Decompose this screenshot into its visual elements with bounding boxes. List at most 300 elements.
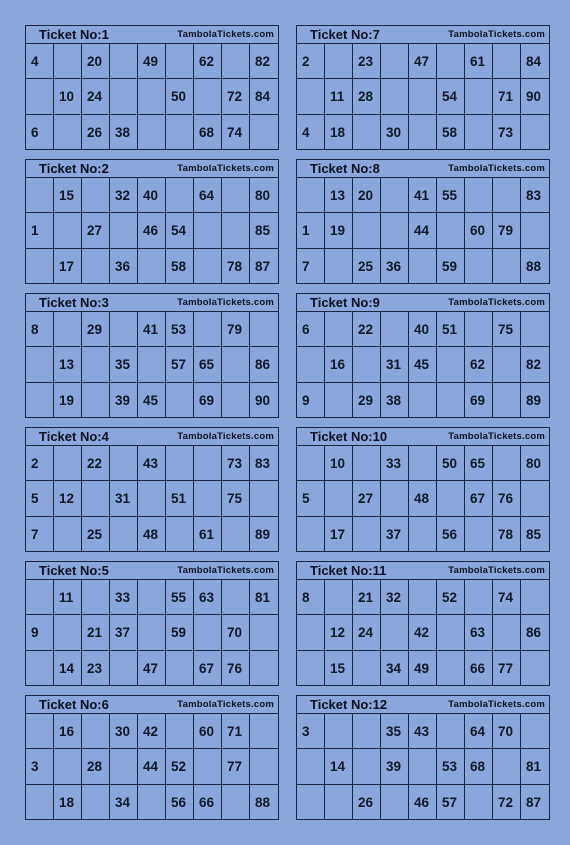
ticket-cell: 47	[138, 651, 166, 686]
ticket-cell: 53	[437, 749, 465, 784]
ticket-cell	[194, 213, 222, 248]
ticket-cell: 7	[26, 517, 54, 552]
ticket-header	[26, 160, 278, 178]
ticket-cell: 15	[325, 651, 353, 686]
ticket-cell: 76	[493, 481, 521, 516]
ticket-site-name: TambolaTickets.com	[177, 29, 274, 40]
ticket-cell: 66	[194, 785, 222, 820]
ticket-cell	[26, 249, 54, 284]
ticket-title: Ticket No:9	[310, 295, 380, 310]
ticket-cell	[297, 615, 325, 650]
ticket-grid	[297, 178, 549, 284]
ticket-cell: 45	[138, 383, 166, 418]
ticket-cell: 25	[353, 249, 381, 284]
ticket-cell: 71	[493, 79, 521, 114]
ticket-cell: 62	[465, 347, 493, 382]
ticket-header	[26, 562, 278, 580]
ticket-cell	[381, 79, 409, 114]
ticket-cell: 12	[54, 481, 82, 516]
ticket-grid	[297, 580, 549, 686]
ticket-cell: 34	[110, 785, 138, 820]
ticket-cell: 38	[110, 115, 138, 150]
ticket-header	[26, 696, 278, 714]
ticket-cell	[54, 312, 82, 347]
ticket-site-name: TambolaTickets.com	[448, 29, 545, 40]
ticket-cell	[521, 481, 549, 516]
ticket-title: Ticket No:5	[39, 563, 109, 578]
ticket-cell	[325, 312, 353, 347]
ticket-cell: 85	[250, 213, 278, 248]
ticket-site-name: TambolaTickets.com	[177, 297, 274, 308]
ticket-cell	[437, 615, 465, 650]
ticket-cell	[54, 115, 82, 150]
ticket-cell	[353, 714, 381, 749]
ticket-cell: 56	[437, 517, 465, 552]
ticket-cell: 48	[138, 517, 166, 552]
ticket-cell	[54, 44, 82, 79]
ticket-cell	[521, 580, 549, 615]
ticket-9	[296, 293, 550, 418]
ticket-8	[296, 159, 550, 284]
ticket-cell	[493, 749, 521, 784]
ticket-cell: 43	[138, 446, 166, 481]
ticket-cell: 83	[250, 446, 278, 481]
ticket-cell: 49	[138, 44, 166, 79]
ticket-cell	[493, 249, 521, 284]
ticket-cell	[381, 178, 409, 213]
ticket-cell	[82, 481, 110, 516]
ticket-cell	[166, 178, 194, 213]
ticket-cell: 17	[325, 517, 353, 552]
ticket-cell: 89	[255, 526, 271, 542]
ticket-cell: 3	[297, 714, 325, 749]
ticket-cell: 30	[110, 714, 138, 749]
ticket-cell	[409, 446, 437, 481]
ticket-cell	[222, 383, 250, 418]
ticket-cell: 51	[166, 481, 194, 516]
ticket-cell	[250, 651, 278, 686]
ticket-cell: 74	[493, 580, 521, 615]
ticket-cell: 46	[409, 785, 437, 820]
ticket-grid	[297, 44, 549, 150]
ticket-title: Ticket No:6	[39, 697, 109, 712]
ticket-cell: 27	[353, 481, 381, 516]
ticket-cell: 59	[166, 615, 194, 650]
ticket-cell	[222, 213, 250, 248]
ticket-cell: 90	[521, 79, 549, 114]
ticket-cell: 41	[409, 178, 437, 213]
ticket-cell: 35	[110, 347, 138, 382]
ticket-cell	[54, 446, 82, 481]
ticket-cell	[381, 615, 409, 650]
ticket-cell	[381, 481, 409, 516]
ticket-cell: 68	[194, 115, 222, 150]
ticket-cell	[409, 517, 437, 552]
ticket-cell	[353, 213, 381, 248]
ticket-cell: 62	[194, 44, 222, 79]
ticket-cell	[325, 249, 353, 284]
ticket-cell: 64	[465, 714, 493, 749]
ticket-cell	[166, 714, 194, 749]
ticket-cell: 82	[521, 347, 549, 382]
ticket-cell: 4	[26, 44, 54, 79]
ticket-cell: 21	[353, 580, 381, 615]
ticket-cell: 27	[82, 213, 110, 248]
ticket-cell	[493, 383, 521, 418]
ticket-cell: 33	[110, 580, 138, 615]
ticket-cell	[194, 312, 222, 347]
ticket-cell: 50	[437, 446, 465, 481]
ticket-cell: 5	[297, 481, 325, 516]
ticket-cell: 28	[82, 749, 110, 784]
ticket-title: Ticket No:3	[39, 295, 109, 310]
ticket-cell	[110, 651, 138, 686]
ticket-cell: 58	[437, 115, 465, 150]
ticket-cell: 37	[110, 615, 138, 650]
ticket-cell: 47	[409, 44, 437, 79]
ticket-cell	[325, 580, 353, 615]
ticket-cell	[409, 79, 437, 114]
ticket-cell: 82	[250, 44, 278, 79]
ticket-cell: 19	[54, 383, 82, 418]
ticket-grid	[26, 714, 278, 820]
ticket-cell: 38	[381, 383, 409, 418]
ticket-cell: 54	[437, 79, 465, 114]
ticket-header	[297, 160, 549, 178]
ticket-7	[296, 25, 550, 150]
ticket-cell: 65	[194, 347, 222, 382]
ticket-cell	[353, 347, 381, 382]
ticket-grid	[26, 312, 278, 418]
ticket-grid	[26, 44, 278, 150]
ticket-cell	[26, 651, 54, 686]
ticket-cell	[82, 580, 110, 615]
ticket-grid	[26, 178, 278, 284]
ticket-cell: 26	[82, 115, 110, 150]
ticket-title: Ticket No:4	[39, 429, 109, 444]
ticket-cell	[381, 213, 409, 248]
ticket-cell	[54, 213, 82, 248]
ticket-cell	[194, 446, 222, 481]
ticket-cell: 85	[526, 526, 542, 542]
ticket-cell: 49	[409, 651, 437, 686]
ticket-1	[25, 25, 279, 150]
ticket-cell: 18	[325, 115, 353, 150]
ticket-cell: 18	[54, 785, 82, 820]
ticket-cell	[54, 517, 82, 552]
ticket-cell	[465, 312, 493, 347]
ticket-cell	[381, 785, 409, 820]
ticket-cell	[521, 312, 549, 347]
ticket-cell: 61	[194, 517, 222, 552]
ticket-cell: 13	[54, 347, 82, 382]
ticket-cell	[297, 446, 325, 481]
ticket-cell	[166, 651, 194, 686]
ticket-cell: 10	[54, 79, 82, 114]
ticket-cell	[166, 383, 194, 418]
ticket-cell: 46	[138, 213, 166, 248]
ticket-cell	[82, 383, 110, 418]
ticket-cell: 29	[82, 312, 110, 347]
ticket-cell	[493, 44, 521, 79]
ticket-cell: 77	[493, 651, 521, 686]
ticket-cell: 64	[194, 178, 222, 213]
ticket-cell	[297, 178, 325, 213]
ticket-cell: 60	[194, 714, 222, 749]
ticket-cell: 22	[82, 446, 110, 481]
ticket-cell	[54, 615, 82, 650]
ticket-grid	[297, 446, 549, 552]
ticket-cell: 69	[465, 383, 493, 418]
ticket-cell: 81	[250, 580, 278, 615]
ticket-cell	[82, 178, 110, 213]
ticket-site-name: TambolaTickets.com	[448, 699, 545, 710]
ticket-cell: 53	[166, 312, 194, 347]
ticket-cell	[465, 249, 493, 284]
ticket-cell: 9	[297, 383, 325, 418]
ticket-cell: 1	[26, 213, 54, 248]
ticket-cell	[297, 79, 325, 114]
ticket-cell	[166, 44, 194, 79]
ticket-cell: 89	[526, 392, 542, 408]
ticket-cell: 75	[222, 481, 250, 516]
ticket-cell	[409, 383, 437, 418]
ticket-header	[26, 428, 278, 446]
ticket-cell	[82, 249, 110, 284]
ticket-cell	[250, 115, 278, 150]
ticket-grid	[26, 580, 278, 686]
ticket-cell	[110, 446, 138, 481]
ticket-cell	[465, 79, 493, 114]
ticket-cell	[465, 785, 493, 820]
ticket-cell: 33	[381, 446, 409, 481]
ticket-cell: 72	[222, 79, 250, 114]
ticket-cell	[166, 446, 194, 481]
ticket-cell	[381, 312, 409, 347]
ticket-cell: 77	[222, 749, 250, 784]
ticket-cell: 39	[110, 383, 138, 418]
ticket-cell: 35	[381, 714, 409, 749]
ticket-cell: 41	[138, 312, 166, 347]
ticket-cell: 57	[166, 347, 194, 382]
ticket-cell: 74	[222, 115, 250, 150]
ticket-cell: 24	[353, 615, 381, 650]
ticket-cell: 79	[493, 213, 521, 248]
ticket-cell: 83	[521, 178, 549, 213]
ticket-title: Ticket No:11	[310, 563, 387, 578]
ticket-cell	[166, 517, 194, 552]
ticket-cell: 55	[437, 178, 465, 213]
ticket-cell	[222, 178, 250, 213]
ticket-cell: 43	[409, 714, 437, 749]
ticket-cell	[353, 651, 381, 686]
ticket-grid	[297, 714, 549, 820]
ticket-cell: 67	[194, 651, 222, 686]
ticket-cell: 11	[54, 580, 82, 615]
ticket-cell: 57	[437, 785, 465, 820]
ticket-cell: 73	[493, 115, 521, 150]
ticket-cell: 45	[409, 347, 437, 382]
ticket-cell	[82, 785, 110, 820]
ticket-header	[297, 696, 549, 714]
ticket-cell: 75	[493, 312, 521, 347]
ticket-cell: 63	[194, 580, 222, 615]
ticket-cell	[493, 178, 521, 213]
ticket-cell: 40	[409, 312, 437, 347]
ticket-cell: 48	[409, 481, 437, 516]
ticket-cell	[194, 749, 222, 784]
ticket-cell	[409, 749, 437, 784]
ticket-cell: 79	[222, 312, 250, 347]
ticket-cell	[297, 785, 325, 820]
ticket-cell	[437, 213, 465, 248]
ticket-cell	[325, 714, 353, 749]
ticket-cell: 54	[166, 213, 194, 248]
ticket-cell: 86	[521, 615, 549, 650]
ticket-cell: 63	[465, 615, 493, 650]
ticket-cell: 52	[166, 749, 194, 784]
ticket-cell	[250, 312, 278, 347]
ticket-cell: 19	[325, 213, 353, 248]
ticket-cell	[138, 115, 166, 150]
ticket-cell	[353, 446, 381, 481]
ticket-cell: 12	[325, 615, 353, 650]
ticket-cell: 23	[82, 651, 110, 686]
ticket-cell: 4	[297, 115, 325, 150]
ticket-cell	[250, 749, 278, 784]
ticket-cell	[138, 615, 166, 650]
ticket-5	[25, 561, 279, 686]
ticket-cell: 16	[54, 714, 82, 749]
ticket-cell: 39	[381, 749, 409, 784]
ticket-cell: 86	[250, 347, 278, 382]
ticket-cell: 29	[353, 383, 381, 418]
ticket-cell	[194, 249, 222, 284]
ticket-site-name: TambolaTickets.com	[448, 431, 545, 442]
ticket-cell	[26, 714, 54, 749]
ticket-cell: 36	[110, 249, 138, 284]
ticket-cell	[26, 785, 54, 820]
ticket-cell	[297, 749, 325, 784]
ticket-cell: 52	[437, 580, 465, 615]
ticket-title: Ticket No:1	[39, 27, 109, 42]
ticket-11	[296, 561, 550, 686]
ticket-grid	[26, 446, 278, 552]
ticket-cell	[26, 383, 54, 418]
ticket-cell: 9	[26, 615, 54, 650]
ticket-cell	[222, 785, 250, 820]
ticket-cell	[521, 714, 549, 749]
ticket-cell	[222, 44, 250, 79]
ticket-cell	[250, 481, 278, 516]
ticket-title: Ticket No:12	[310, 697, 388, 712]
ticket-cell	[110, 749, 138, 784]
ticket-cell	[437, 347, 465, 382]
ticket-cell: 7	[297, 249, 325, 284]
ticket-cell	[110, 213, 138, 248]
ticket-cell: 73	[222, 446, 250, 481]
ticket-cell	[381, 44, 409, 79]
ticket-cell: 90	[255, 392, 271, 408]
ticket-cell: 70	[222, 615, 250, 650]
ticket-cell	[521, 213, 549, 248]
ticket-cell	[138, 785, 166, 820]
ticket-cell	[409, 580, 437, 615]
ticket-cell: 81	[521, 749, 549, 784]
ticket-cell: 14	[325, 749, 353, 784]
ticket-cell	[437, 481, 465, 516]
ticket-4	[25, 427, 279, 552]
ticket-cell: 78	[493, 517, 521, 552]
ticket-cell: 44	[138, 749, 166, 784]
ticket-header	[26, 294, 278, 312]
ticket-cell: 3	[26, 749, 54, 784]
ticket-cell: 59	[437, 249, 465, 284]
ticket-cell	[465, 517, 493, 552]
ticket-cell	[26, 79, 54, 114]
ticket-cell: 11	[325, 79, 353, 114]
ticket-cell	[194, 79, 222, 114]
ticket-cell: 51	[437, 312, 465, 347]
ticket-cell: 76	[222, 651, 250, 686]
ticket-cell: 84	[250, 79, 278, 114]
ticket-site-name: TambolaTickets.com	[177, 699, 274, 710]
ticket-cell: 16	[325, 347, 353, 382]
ticket-cell: 68	[465, 749, 493, 784]
ticket-cell: 58	[166, 249, 194, 284]
ticket-cell	[166, 115, 194, 150]
ticket-cell: 50	[166, 79, 194, 114]
ticket-cell	[110, 79, 138, 114]
ticket-cell: 65	[465, 446, 493, 481]
ticket-cell: 22	[353, 312, 381, 347]
ticket-cell	[297, 517, 325, 552]
ticket-grid	[297, 312, 549, 418]
ticket-cell	[297, 347, 325, 382]
ticket-cell: 17	[54, 249, 82, 284]
ticket-cell	[325, 383, 353, 418]
ticket-cell: 37	[381, 517, 409, 552]
ticket-cell	[493, 446, 521, 481]
ticket-header	[26, 26, 278, 44]
ticket-cell: 1	[297, 213, 325, 248]
ticket-cell: 24	[82, 79, 110, 114]
ticket-cell	[325, 44, 353, 79]
ticket-cell	[465, 115, 493, 150]
ticket-cell: 70	[493, 714, 521, 749]
ticket-cell: 80	[521, 446, 549, 481]
ticket-cell: 20	[82, 44, 110, 79]
ticket-cell	[82, 347, 110, 382]
ticket-cell: 78	[222, 249, 250, 284]
ticket-header	[297, 428, 549, 446]
ticket-cell: 20	[353, 178, 381, 213]
ticket-header	[297, 26, 549, 44]
ticket-cell: 44	[409, 213, 437, 248]
ticket-cell	[110, 44, 138, 79]
ticket-cell	[194, 481, 222, 516]
ticket-cell: 36	[381, 249, 409, 284]
ticket-cell	[222, 580, 250, 615]
ticket-site-name: TambolaTickets.com	[177, 431, 274, 442]
ticket-cell	[437, 44, 465, 79]
ticket-cell: 80	[250, 178, 278, 213]
ticket-cell: 66	[465, 651, 493, 686]
ticket-cell	[138, 249, 166, 284]
ticket-cell: 15	[54, 178, 82, 213]
ticket-cell	[26, 347, 54, 382]
ticket-cell: 88	[526, 258, 542, 274]
